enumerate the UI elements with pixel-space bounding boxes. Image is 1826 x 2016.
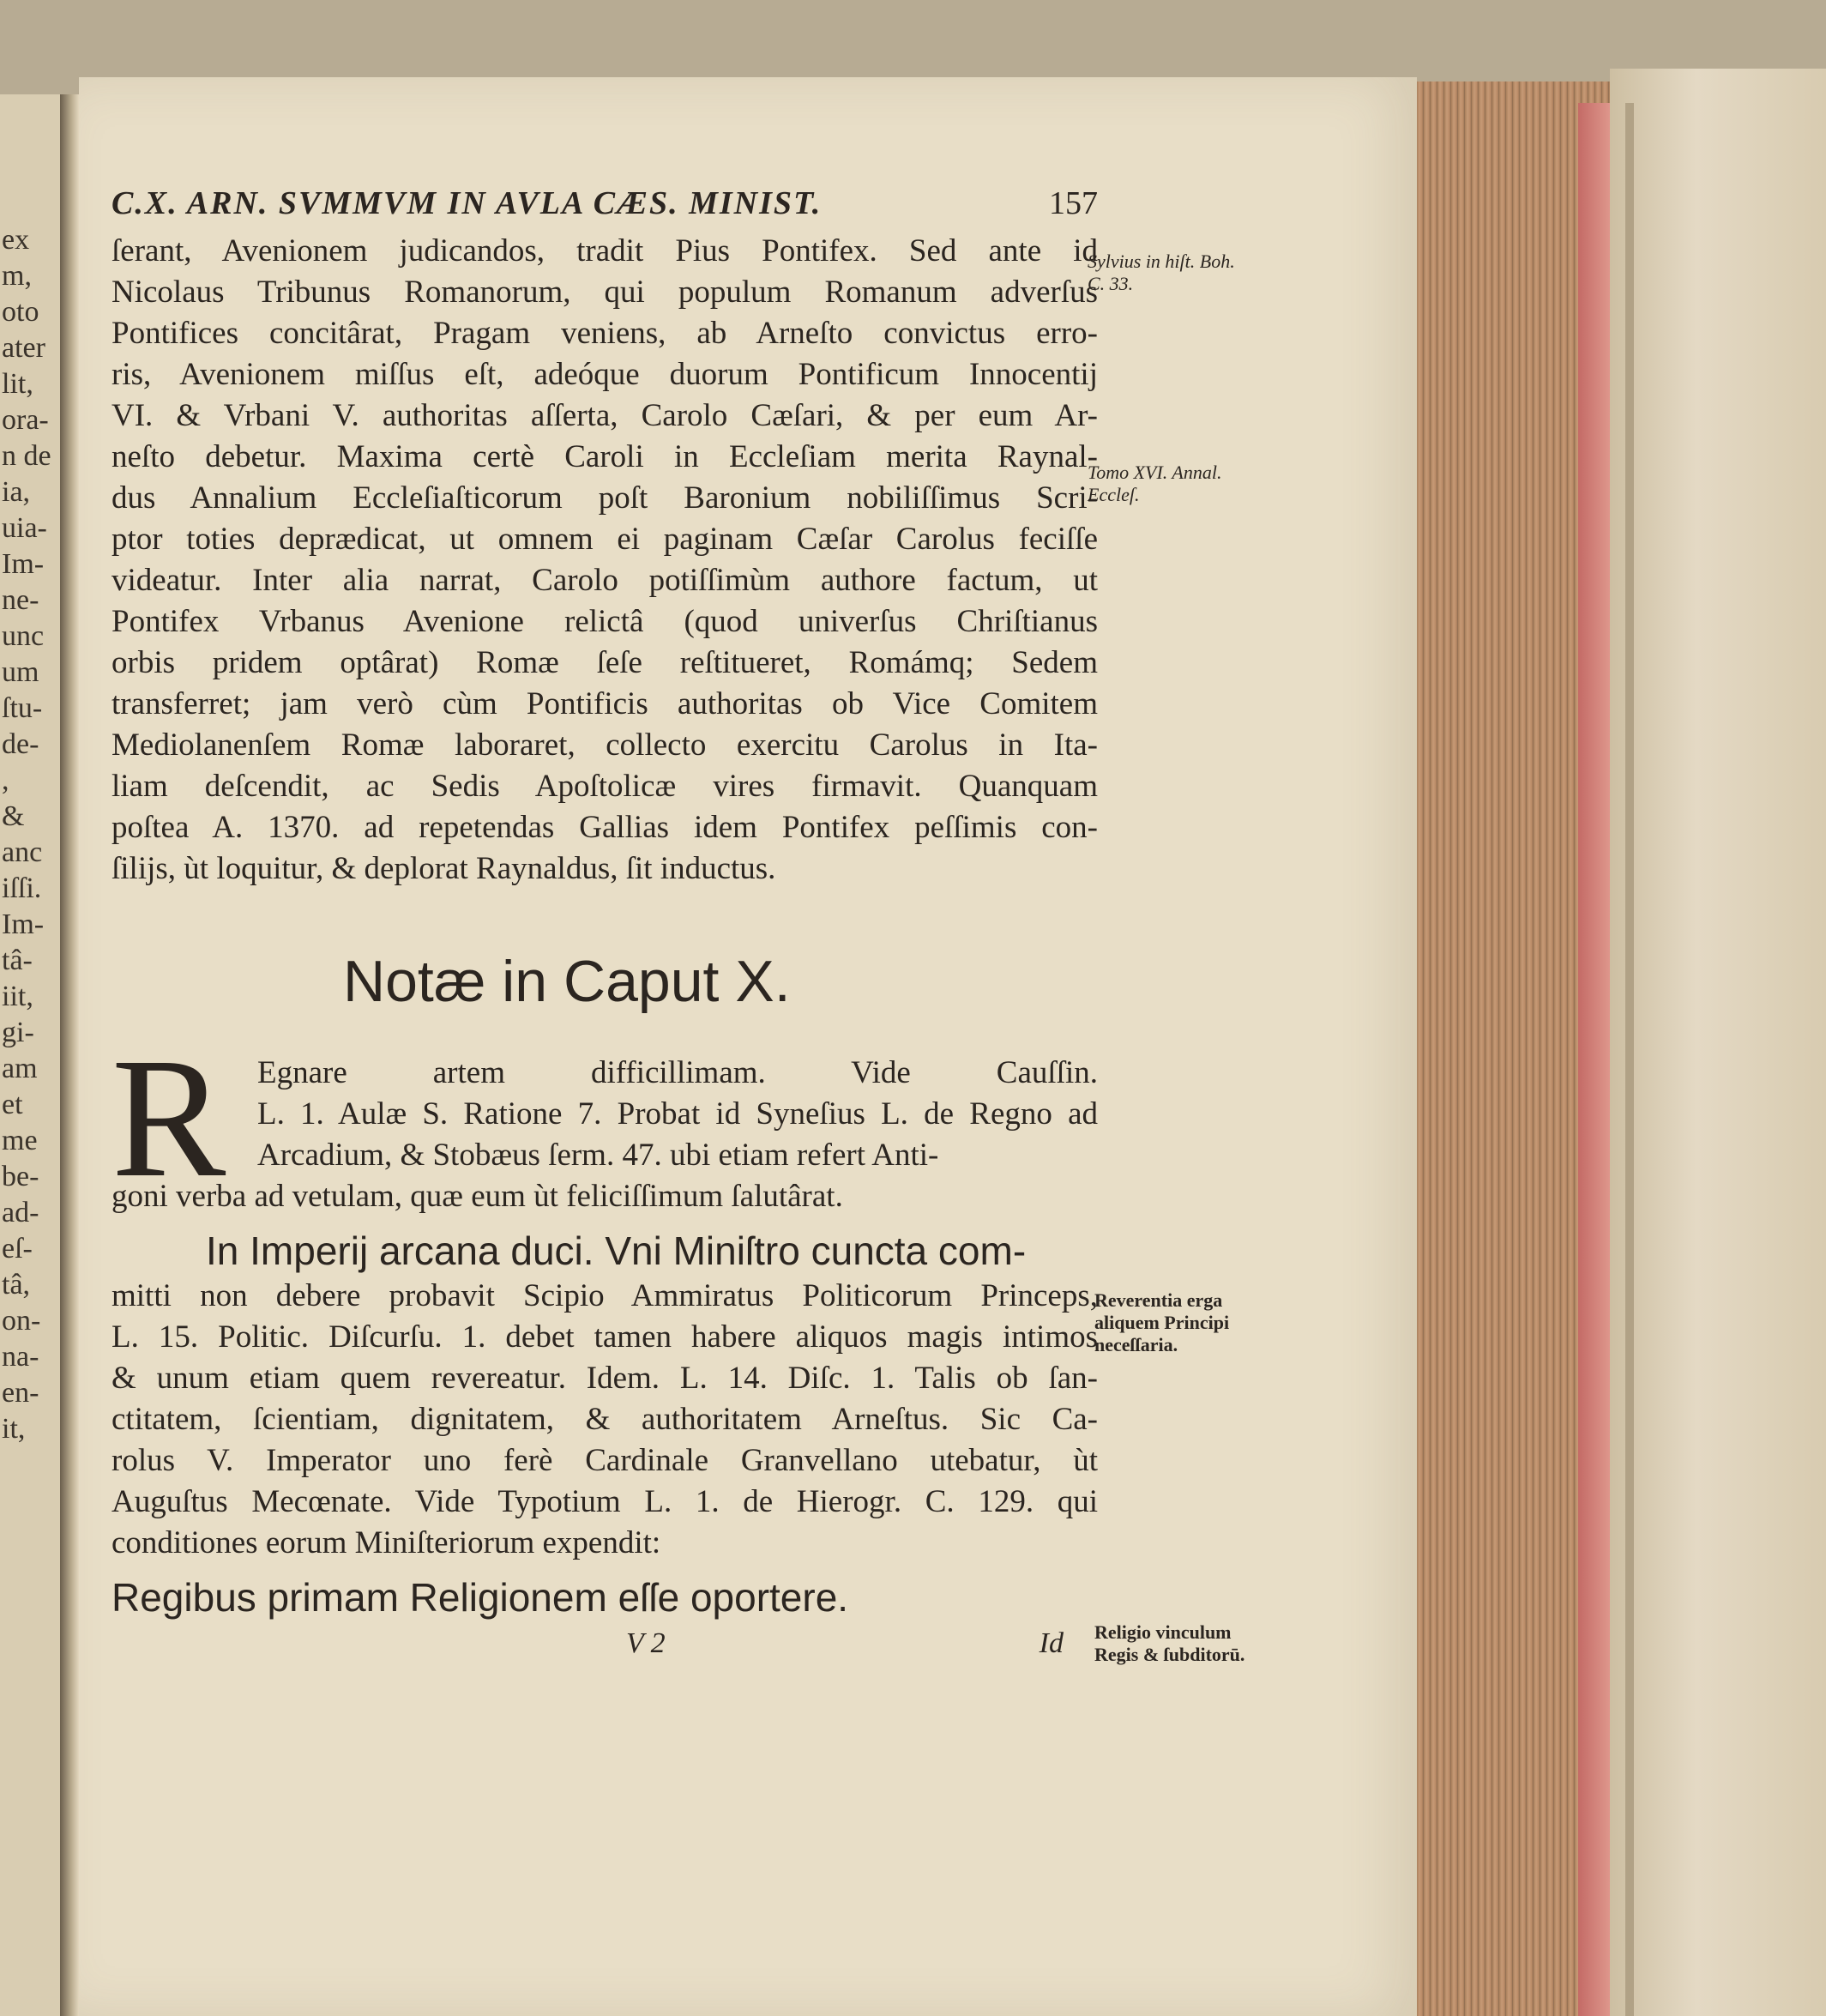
body-line: Pontifices concitârat, Pragam veniens, ab Arneſto convictus erro- bbox=[111, 316, 1098, 351]
left-page-fragment: unc bbox=[2, 620, 45, 652]
left-page-fragment: Im- bbox=[2, 548, 45, 580]
running-head-title: C.X. ARN. SVMMVM IN AVLA CÆS. MINIST. bbox=[111, 185, 823, 221]
body-line: dus Annalium Eccleſiaſticorum poſt Baronium nobiliſſimus Scri- bbox=[111, 480, 1098, 516]
subheading-2: Regibus primam Religionem eſſe oportere. bbox=[111, 1575, 849, 1620]
left-page-fragment: , bbox=[2, 764, 9, 796]
left-page-fragment: anc bbox=[2, 836, 43, 868]
body-line: L. 15. Politic. Diſcurſu. 1. debet tamen habere aliquos magis intimos bbox=[111, 1319, 1098, 1355]
body-line: ctitatem, ſcientiam, dignitatem, & authoritatem Arneſtus. Sic Ca- bbox=[111, 1402, 1098, 1437]
body-line: ris, Avenionem miſſus eſt, adeóque duorum Pontificum Innocentij bbox=[111, 357, 1098, 392]
left-page-fragment: uia- bbox=[2, 512, 47, 544]
body-line: orbis pridem optârat) Romæ ſeſe reſtitueret, Romámq; Sedem bbox=[111, 645, 1098, 680]
body-line: liam deſcendit, ac Sedis Apoſtolicæ vires firmavit. Quanquam bbox=[111, 769, 1098, 804]
body-line: Pontifex Vrbanus Avenione relictâ (quod univerſus Chriſtianus bbox=[111, 604, 1098, 639]
body-line: VI. & Vrbani V. authoritas aſſerta, Carolo Cæſari, & per eum Ar- bbox=[111, 398, 1098, 433]
body-line: transferret; jam verò cùm Pontificis authoritas ob Vice Comitem bbox=[111, 686, 1098, 721]
margin-note-3: Reverentia erga aliquem Principi neceſſaria. bbox=[1094, 1289, 1230, 1355]
drop-cap-line: Egnare artem difficillimam. Vide Cauſſin. bbox=[257, 1055, 1098, 1090]
body-paragraph bbox=[111, 232, 1098, 891]
left-page-fragment: de- bbox=[2, 728, 39, 760]
drop-cap: R bbox=[111, 1023, 226, 1213]
body-line: mitti non debere probavit Scipio Ammiratus Politicorum Princeps, bbox=[111, 1278, 1098, 1313]
section-title: Notæ in Caput X. bbox=[343, 949, 791, 1014]
signature-mark: V 2 bbox=[626, 1627, 666, 1659]
body-line: rolus V. Imperator uno ferè Cardinale Granvellano utebatur, ùt bbox=[111, 1443, 1098, 1478]
drop-cap-line: Arcadium, & Stobæus ſerm. 47. ubi etiam refert Anti- bbox=[257, 1138, 939, 1173]
body-line: ptor toties deprædicat, ut omnem ei paginam Cæſar Carolus feciſſe bbox=[111, 522, 1098, 557]
left-page-fragment: um bbox=[2, 656, 39, 688]
left-page-fragment: n de bbox=[2, 440, 51, 472]
left-page-fragment: oto bbox=[2, 296, 39, 328]
left-page-fragment: ne- bbox=[2, 584, 39, 616]
left-page-fragment: tâ, bbox=[2, 1269, 31, 1301]
body-line: Auguſtus Mecœnate. Vide Typotium L. 1. de Hierogr. C. 129. qui bbox=[111, 1484, 1098, 1519]
left-page-fragment: lit, bbox=[2, 368, 33, 400]
margin-note-1: Sylvius in hiſt. Boh. C. 33. bbox=[1088, 250, 1235, 294]
left-page-fragment: ſtu- bbox=[2, 692, 43, 724]
left-page-fragment: am bbox=[2, 1053, 38, 1084]
left-page-fragment: na- bbox=[2, 1341, 39, 1373]
body-line: Nicolaus Tribunus Romanorum, qui populum Romanum adverſus bbox=[111, 275, 1098, 310]
page-text bbox=[111, 184, 1098, 1660]
subheading: In Imperij arcana duci. Vni Miniſtro cuncta com- bbox=[206, 1228, 1027, 1273]
left-page-fragment: iſſi. bbox=[2, 872, 42, 904]
catchword: Id bbox=[1039, 1627, 1064, 1659]
cover-edge bbox=[1625, 103, 1634, 2016]
left-page-fragment: m, bbox=[2, 260, 32, 292]
left-page-fragment: iit, bbox=[2, 981, 33, 1012]
page-number: 157 bbox=[1049, 185, 1098, 221]
margin-note-2: Tomo XVI. Annal. Eccleſ. bbox=[1088, 462, 1222, 505]
left-page-fragment: be- bbox=[2, 1161, 39, 1192]
left-page-fragment: tâ- bbox=[2, 945, 33, 976]
left-page-fragment: Im- bbox=[2, 908, 45, 940]
body-line: & unum etiam quem revereatur. Idem. L. 14. Diſc. 1. Talis ob ſan- bbox=[111, 1361, 1098, 1396]
left-page-fragment: gi- bbox=[2, 1017, 34, 1048]
body-line: neſto debetur. Maxima certè Caroli in Eccleſiam merita Raynal- bbox=[111, 439, 1098, 474]
book-gutter bbox=[60, 94, 79, 2016]
margin-note-4: Religio vinculum Regis & ſubditorū. bbox=[1094, 1621, 1245, 1665]
left-page-fragment: ora- bbox=[2, 404, 49, 436]
left-page-fragment: it, bbox=[2, 1413, 26, 1445]
red-edge-stain bbox=[1578, 103, 1612, 2016]
left-page-fragment: me bbox=[2, 1125, 38, 1156]
body-line: ſerant, Avenionem judicandos, tradit Pius Pontifex. Sed ante id bbox=[111, 233, 1098, 269]
page-footer bbox=[111, 1627, 1098, 1660]
body-line: conditiones eorum Miniſteriorum expendit: bbox=[111, 1525, 661, 1560]
left-page-fragment: & bbox=[2, 800, 25, 832]
book-cover bbox=[1610, 69, 1826, 2016]
body-line: poſtea A. 1370. ad repetendas Gallias idem Pontifex peſſimis con- bbox=[111, 810, 1098, 845]
running-head bbox=[111, 184, 1098, 232]
body-line: goni verba ad vetulam, quæ eum ùt feliciſſimum ſalutârat. bbox=[111, 1179, 843, 1214]
left-page-fragment: ater bbox=[2, 332, 45, 364]
left-page-fragment: on- bbox=[2, 1305, 41, 1337]
left-page-fragment: et bbox=[2, 1089, 23, 1120]
body-line: Mediolanenſem Romæ laboraret, collecto exercitu Carolus in Ita- bbox=[111, 727, 1098, 763]
left-page-fragment: ad- bbox=[2, 1197, 39, 1228]
body-paragraph-2 bbox=[111, 1277, 1098, 1566]
left-page-fragment: en- bbox=[2, 1377, 39, 1409]
left-page-fragment: ex bbox=[2, 224, 30, 256]
left-page-fragment: ia, bbox=[2, 476, 31, 508]
drop-cap-line: L. 1. Aulæ S. Ratione 7. Probat id Syneſius L. de Regno ad bbox=[257, 1096, 1098, 1132]
left-page-edge bbox=[0, 94, 63, 2016]
left-page-fragment: eſ- bbox=[2, 1233, 33, 1265]
body-line: ſilijs, ùt loquitur, & deplorat Raynaldus, ſit inductus. bbox=[111, 851, 776, 886]
body-line: videatur. Inter alia narrat, Carolo potiſſimùm authore factum, ut bbox=[111, 563, 1098, 598]
